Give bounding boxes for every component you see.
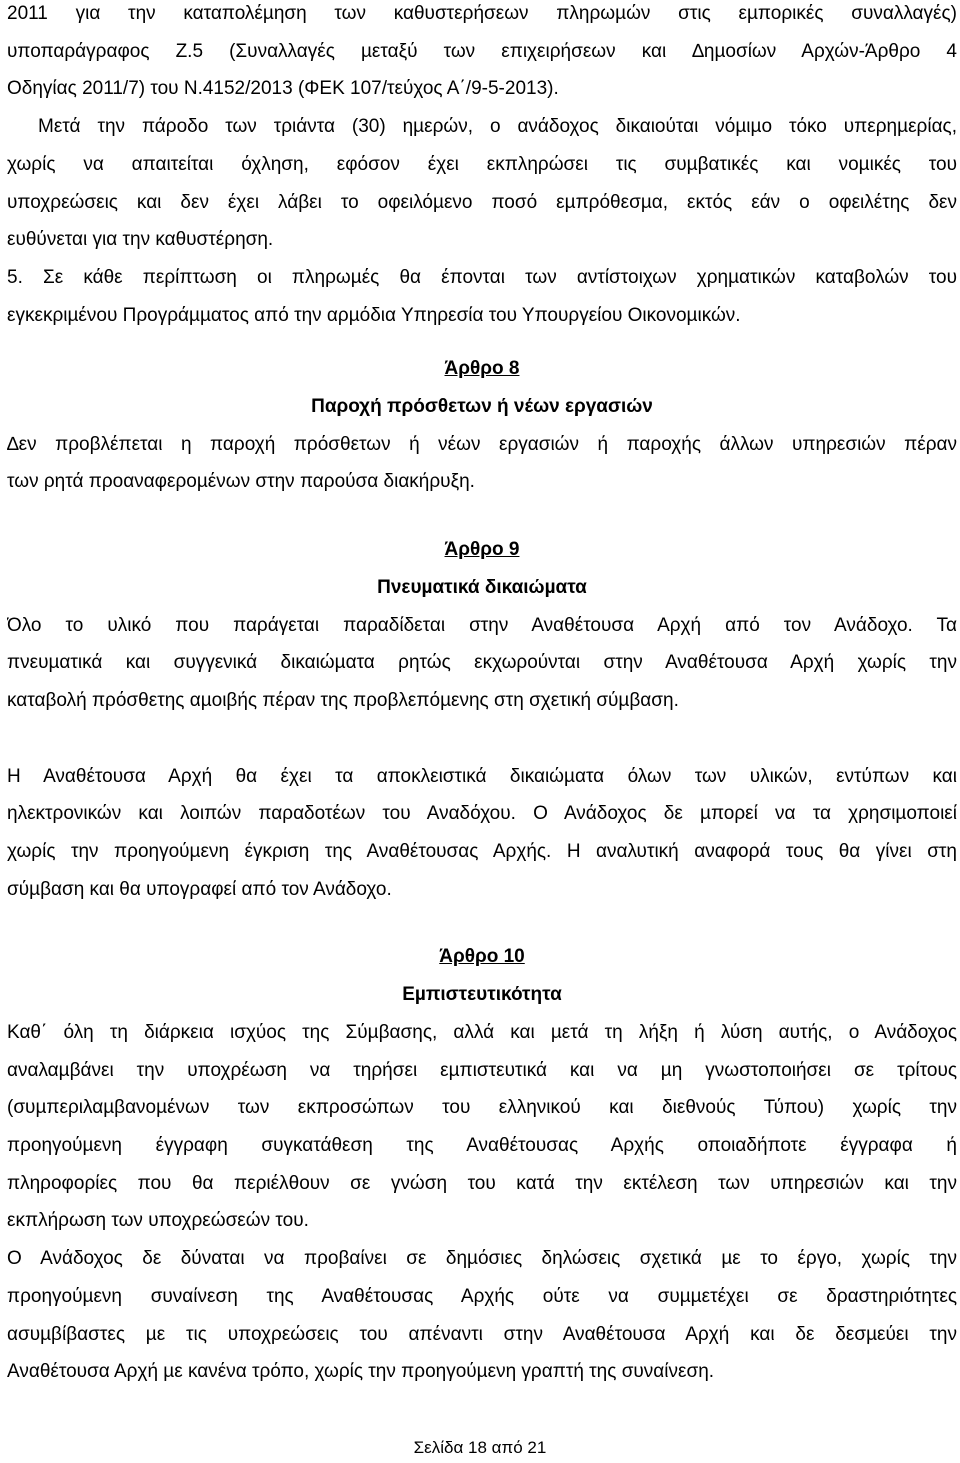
- text-line: υποχρεώσεις και δεν έχει λάβει το οφειλόµενο ποσό εµπρόθεσµα, εκτός εάν ο οφειλέτης δεν: [7, 191, 957, 213]
- text-line: Καθ΄ όλη τη διάρκεια ισχύος της Σύµβασης, αλλά και µετά τη λήξη ή λύση αυτής, ο Ανάδοχος: [7, 1021, 957, 1043]
- text-line: Αναθέτουσα Αρχή µε κανένα τρόπο, χωρίς την προηγούµενη γραπτή της συναίνεση.: [7, 1361, 715, 1383]
- text-line: Μετά την πάροδο των τριάντα (30) ηµερών, ο ανάδοχος δικαιούται νόµιµο τόκο υπερηµερίας,: [38, 116, 957, 138]
- text-line: 2011 για την καταπολέµηση των καθυστερήσεων πληρωµών στις εµπορικές συναλλαγές): [7, 3, 957, 24]
- text-line: χωρίς την προηγούµενη έγκριση της Αναθέτουσας Αρχής. Η αναλυτική αναφορά τους θα γίνει στη: [7, 841, 957, 863]
- text-line: Οδηγίας 2011/7) του Ν.4152/2013 (ΦΕΚ 107/τεύχος Α΄/9-5-2013).: [7, 78, 559, 100]
- article-9-subtitle: Πνευµατικά δικαιώµατα: [377, 576, 587, 598]
- paragraph-interest-after-30-days: [7, 108, 957, 146]
- paragraph-public-statements: [7, 1240, 957, 1391]
- paragraph-late-payment-directive: [7, 0, 957, 108]
- article-9-title: Άρθρο 9: [444, 539, 520, 561]
- text-line: πνευµατικά και συγγενικά δικαιώµατα ρητώς εκχωρούνται στην Αναθέτουσα Αρχή χωρίς την: [7, 652, 957, 674]
- text-line: υποπαράγραφος Ζ.5 (Συναλλαγές µεταξύ των επιχειρήσεων και ∆ηµοσίων Αρχών-Άρθρο 4: [7, 40, 957, 62]
- document-page: [7, 0, 957, 1391]
- text-line: Ο Ανάδοχος δε δύναται να προβαίνει σε δηµόσιες δηλώσεις σχετικά µε το έργο, χωρίς την: [7, 1248, 957, 1270]
- paragraph-confidentiality: [7, 1014, 957, 1240]
- text-line: σύµβαση και θα υπογραφεί από τον Ανάδοχο.: [7, 878, 392, 900]
- paragraph-no-additional-work: [7, 426, 957, 501]
- text-line: των ρητά προαναφεροµένων στην παρούσα διακήρυξη.: [7, 471, 475, 493]
- text-line: ηλεκτρονικών και λοιπών παραδοτέων του Αναδόχου. Ο Ανάδοχος δε µπορεί να τα χρησιµοποιεί: [7, 803, 957, 825]
- text-line: εγκεκριµένου Προγράµµατος από την αρµόδια Υπηρεσία του Υπουργείου Οικονοµικών.: [7, 304, 741, 326]
- text-line: χωρίς να απαιτείται όχληση, εφόσον έχει εκπληρώσει τις συµβατικές και νοµικές του: [7, 153, 957, 175]
- text-line: αναλαµβάνει την υποχρέωση να τηρήσει εµπιστευτικά και να µη γνωστοποιήσει σε τρίτους: [7, 1059, 957, 1081]
- text-line: προηγούµενη έγγραφη συγκατάθεση της Αναθέτουσας Αρχής οποιαδήποτε έγγραφα ή: [7, 1134, 957, 1156]
- text-line: ευθύνεται για την καθυστέρηση.: [7, 229, 274, 251]
- article-10-title: Άρθρο 10: [439, 946, 525, 968]
- text-line: ασυµβίβαστες µε τις υποχρεώσεις του απέναντι στην Αναθέτουσα Αρχή και δε δεσµεύει την: [7, 1323, 957, 1345]
- paragraph-exclusive-rights: [7, 758, 957, 909]
- paragraph-item-5-payments: [7, 259, 957, 334]
- text-line: ∆εν προβλέπεται η παροχή πρόσθετων ή νέων εργασιών ή παροχής άλλων υπηρεσιών πέραν: [7, 433, 957, 455]
- text-line: προηγούµενη συναίνεση της Αναθέτουσας Αρχής ούτε να συµµετέχει σε δραστηριότητες: [7, 1285, 957, 1307]
- text-line: πληροφορίες που θα περιέλθουν σε γνώση του κατά την εκτέλεση των υπηρεσιών και την: [7, 1172, 957, 1194]
- page-number-footer: Σελίδα 18 από 21: [413, 1438, 547, 1457]
- paragraph-interest-continued: [7, 146, 957, 259]
- article-8-subtitle: Παροχή πρόσθετων ή νέων εργασιών: [311, 396, 653, 418]
- paragraph-material-delivery: [7, 607, 957, 720]
- text-line: Όλο το υλικό που παράγεται παραδίδεται στην Αναθέτουσα Αρχή από τον Ανάδοχο. Τα: [7, 614, 957, 636]
- text-line: (συµπεριλαµβανοµένων των εκπροσώπων του ελληνικού και διεθνούς Τύπου) χωρίς την: [7, 1097, 957, 1119]
- text-line: Η Αναθέτουσα Αρχή θα έχει τα αποκλειστικά δικαιώµατα όλων των υλικών, εντύπων και: [7, 765, 957, 787]
- text-line: 5. Σε κάθε περίπτωση οι πληρωµές θα έπονται των αντίστοιχων χρηµατικών καταβολών του: [7, 266, 957, 288]
- text-line: καταβολή πρόσθετης αµοιβής πέραν της προβλεπόµενης στη σχετική σύµβαση.: [7, 689, 679, 711]
- text-line: εκπλήρωση των υποχρεώσεών του.: [7, 1210, 309, 1232]
- article-8-title: Άρθρο 8: [444, 358, 520, 380]
- article-10-subtitle: Εµπιστευτικότητα: [402, 984, 562, 1006]
